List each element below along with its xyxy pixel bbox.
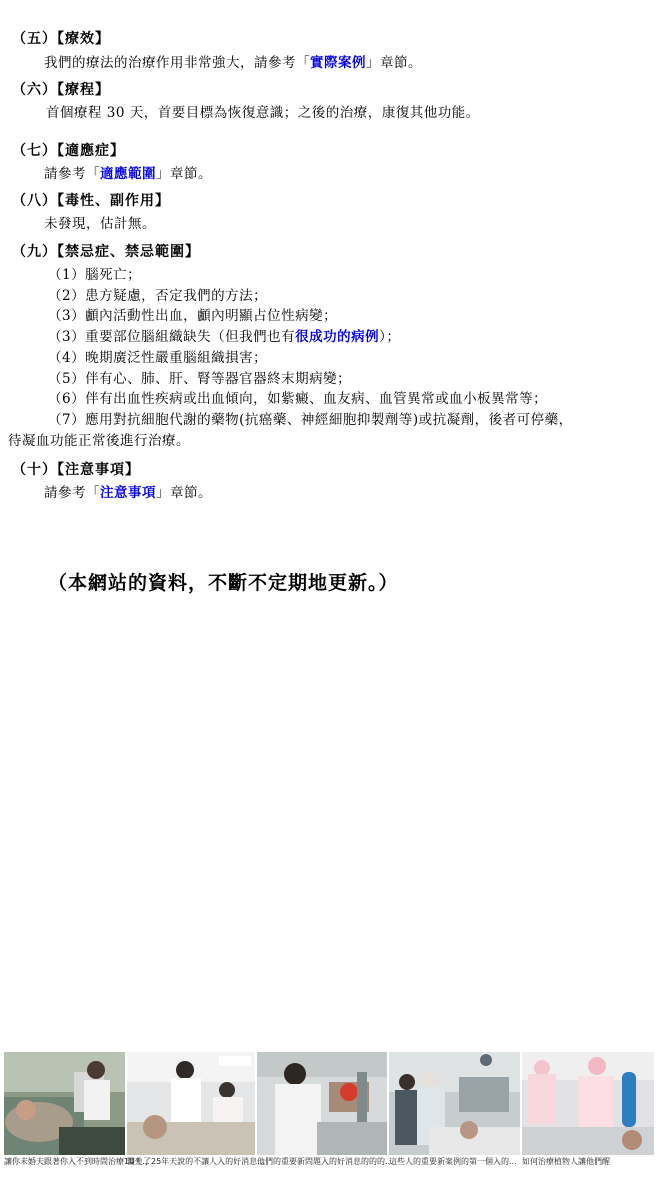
section-5-text-post: 」章節。 [366,55,422,71]
thumbnail-caption[interactable]: 醫生了25年天說的不讓人入的好消息... [127,1157,265,1166]
thumbnail-image[interactable] [127,1052,255,1155]
contraindication-item: （7）應用對抗細胞代謝的藥物(抗癌藥、神經細胞抑製劑等)或抗凝劑，後者可停藥， [48,412,573,428]
contraindication-item-continued: 待凝血功能正常後進行治療。 [8,433,190,449]
thumbnail-card[interactable] [127,1052,265,1172]
successful-cases-link[interactable]: 很成功的病例 [295,329,380,345]
contraindication-item: （6）伴有出血性疾病或出血傾向，如紫癜、血友病、血管異常或血小板異常等； [48,391,548,407]
section-6-heading: （六）【療程】 [12,82,110,98]
update-notice: （本網站的資料，不斷不定期地更新。） [48,572,399,594]
section-5-body [44,51,422,71]
section-8-heading: （八）【毒性、副作用】 [12,193,170,209]
thumbnail-caption[interactable]: 如何治療植物人讓他們醒 [522,1157,610,1166]
section-7-text-pre: 請參考「 [44,166,100,182]
thumbnail-caption[interactable]: 讓你未婚夫跟著你入不到時間治療10天... [4,1157,150,1166]
contraindication-item: （3）顱內活動性出血，顱內明顯占位性病變； [48,308,338,324]
section-5-text-pre: 我們的療法的治療作用非常強大，請參考「 [44,55,310,71]
thumbnail-caption[interactable]: 這些人的重要新案例的第一個入的... [389,1157,517,1166]
section-7-heading: （七）【適應症】 [12,143,125,159]
section-6-body: 首個療程 30 天，首要目標為恢復意識；之後的治療，康復其他功能。 [46,105,480,121]
contraindication-item-3-post: ）； [379,329,401,345]
section-8-body: 未發現，估計無。 [44,216,156,232]
actual-cases-link[interactable]: 實際案例 [310,55,366,71]
contraindication-item: （1）腦死亡； [48,267,142,283]
section-10-text-pre: 請參考「 [44,485,100,501]
thumbnail-image[interactable] [4,1052,125,1155]
contraindication-item-3-pre: （3）重要部位腦組織缺失（但我們也有 [48,329,296,345]
related-thumbnail-strip [4,1052,654,1172]
thumbnail-card[interactable] [4,1052,150,1172]
contraindication-item: （2）患方疑慮，否定我們的方法； [48,288,268,304]
section-7-text-post: 」章節。 [156,166,212,182]
thumbnail-card[interactable] [257,1052,393,1172]
contraindication-item: （5）伴有心、肺、肝、腎等器官器終末期病變； [48,371,352,387]
thumbnail-image[interactable] [389,1052,520,1155]
contraindication-item: （4）晚期廣泛性嚴重腦組織損害； [48,350,268,366]
section-9-heading: （九）【禁忌症、禁忌範圍】 [12,244,200,260]
section-10-body [44,481,212,501]
section-10-heading: （十）【注意事項】 [12,462,140,478]
precautions-link[interactable]: 注意事項 [100,485,156,501]
section-7-body [44,162,212,182]
section-5-heading: （五）【療效】 [12,31,110,47]
section-10-text-post: 」章節。 [156,485,212,501]
contraindication-item [48,325,400,345]
thumbnail-card[interactable] [389,1052,520,1172]
thumbnail-image[interactable] [257,1052,387,1155]
thumbnail-caption[interactable]: 他們的重要新問題入的好消息的的的... [257,1157,393,1166]
thumbnail-image[interactable] [522,1052,654,1155]
indications-scope-link[interactable]: 適應範圍 [100,166,156,182]
thumbnail-card[interactable] [522,1052,654,1172]
